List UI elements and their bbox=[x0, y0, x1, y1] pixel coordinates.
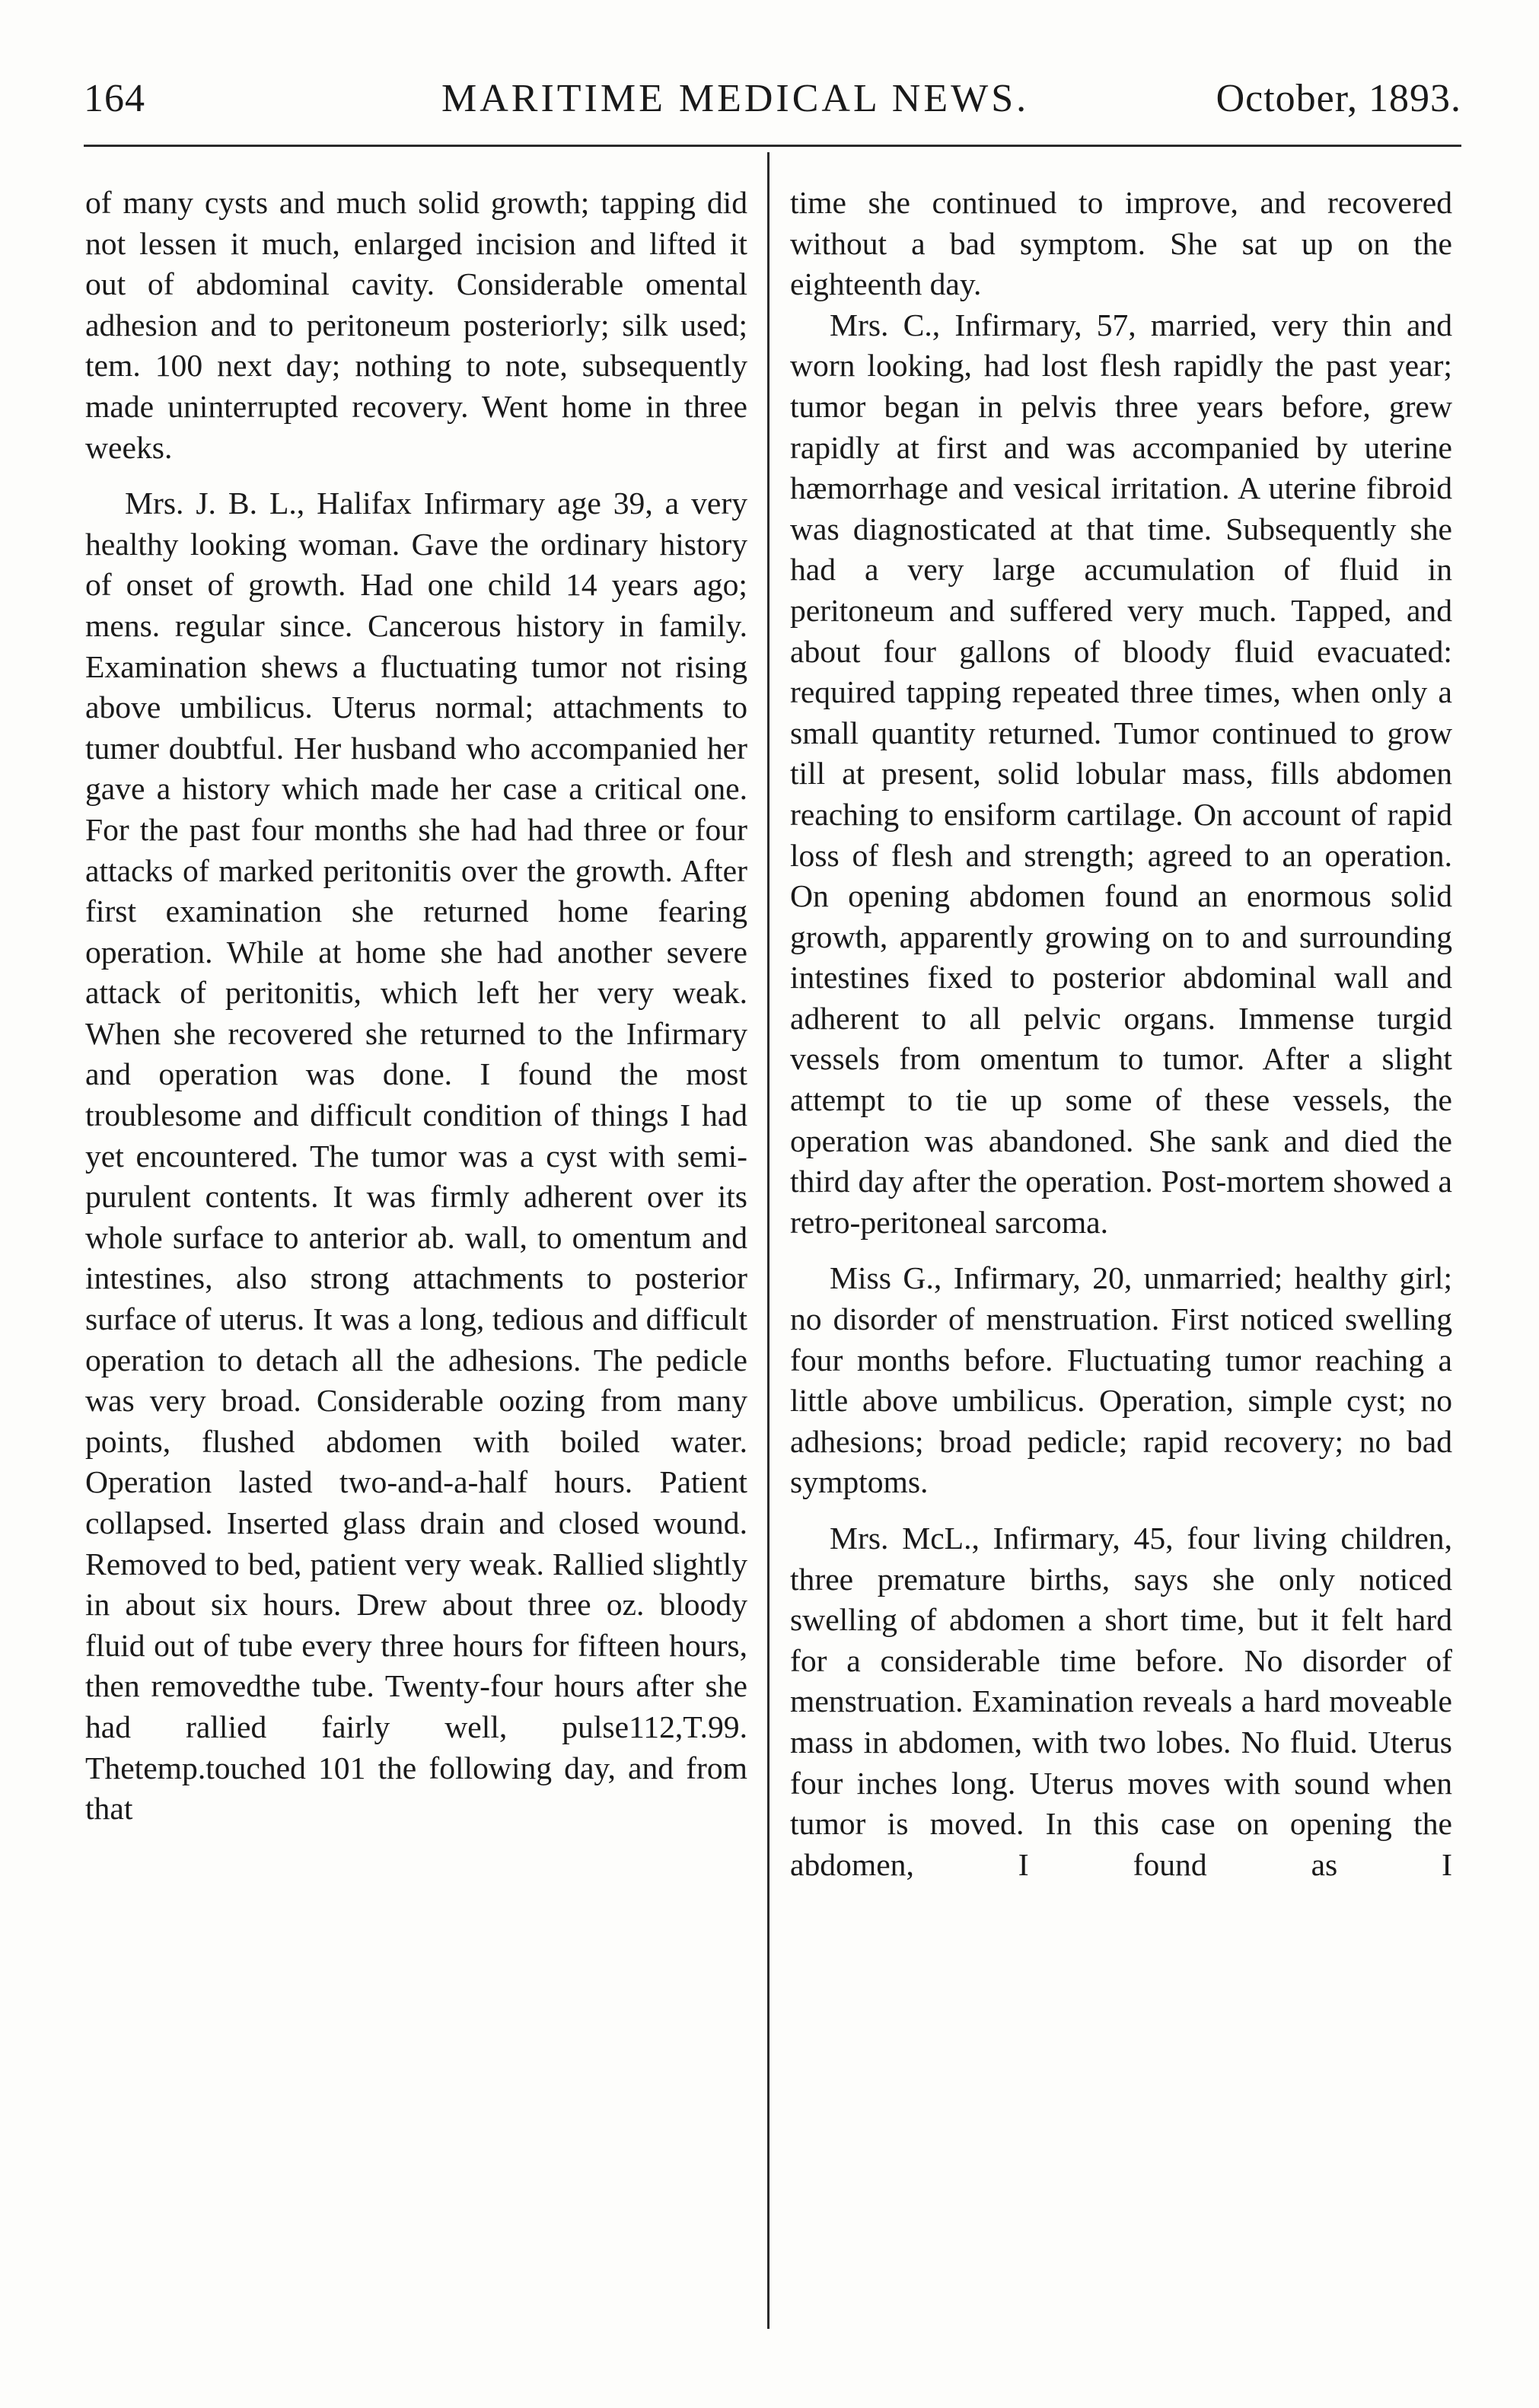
issue-date: October, 1893. bbox=[1216, 77, 1461, 120]
column-divider bbox=[767, 152, 770, 2329]
right-paragraph-4: Mrs. McL., Infirmary, 45, four living children, three premature births, says she only noticed swelling of abdomen a short time, but it felt hard for a considerable time before. No disorder of menstruation. Examination reveals a hard moveable mass in abdomen, with two lobes. No fluid. Uterus four inches long. Uterus moves with sound when tumor is moved. In this case on opening the abdomen, I found as I bbox=[790, 1521, 1452, 1882]
right-paragraph-3: Miss G., Infirmary, 20, unmarried; healthy girl; no disorder of menstruation. First noticed swelling four months before. Fluctuating tumor reaching a little above umbilicus. Operation, simple cyst; no adhesions; broad pedicle; rapid recovery; no bad symptoms. bbox=[790, 1260, 1452, 1500]
left-paragraph-2: Mrs. J. B. L., Halifax Infirmary age 39, a very healthy looking woman. Gave the ordinary history of onset of growth. Had one child 14 years ago; mens. regular since. Cancerous history in family. Examination shews a fluctuating tumor not rising above umbilicus. Uterus normal; attachments to tumer doubtful. Her husband who accompanied her gave a history which made her case a critical one. For the past four months she had had three or four attacks of marked peritonitis over the growth. After first examination she returned home fearing operation. While at home she had another severe attack of peritonitis, which left her very weak. When she recovered she returned to the Infirmary and operation was done. I found the most troublesome and difficult condition of things I had yet encountered. The tumor was a cyst with semi-purulent contents. It was firmly adherent over its whole surface to anterior ab. wall, to omentum and intestines, also strong attachments to posterior surface of uterus. It was a long, tedious and difficult operation to detach all the adhesions. The pedicle was very broad. Considerable oozing from many points, flushed abdomen with boiled water. Operation lasted two-and-a-half hours. Patient collapsed. Inserted glass drain and closed wound. Removed to bed, patient very weak. Rallied slightly in about six hours. Drew about three oz. bloody fluid out of tube every three hours for fifteen hours, then removedthe tube. Twenty-four hours after she had rallied fairly well, pulse112,T.99. Thetemp.touched 101 the following day, and from that bbox=[85, 486, 747, 1827]
right-column bbox=[790, 183, 1452, 1885]
header-rule bbox=[84, 145, 1461, 147]
right-paragraph-1: time she continued to improve, and recovered without a bad symptom. She sat up on the eighteenth day. bbox=[790, 185, 1452, 302]
left-column bbox=[85, 183, 747, 1830]
page-number: 164 bbox=[84, 77, 145, 120]
right-paragraph-2: Mrs. C., Infirmary, 57, married, very thin and worn looking, had lost flesh rapidly the past year; tumor began in pelvis three years before, grew rapidly at first and was accompanied by uterine hæmorrhage and vesical irritation. A uterine fibroid was diagnosticated at that time. Subsequently she had a very large accumulation of fluid in peritoneum and suffered very much. Tapped, and about four gallons of bloody fluid evacuated: required tapping repeated three times, when only a small quantity returned. Tumor continued to grow till at present, solid lobular mass, fills abdomen reaching to ensiform cartilage. On account of rapid loss of flesh and strength; agreed to an operation. On opening abdomen found an enormous solid growth, apparently growing on to and surrounding intestines fixed to posterior abdominal wall and adherent to all pelvic organs. Immense turgid vessels from omentum to tumor. After a slight attempt to tie up some of these vessels, the operation was abandoned. She sank and died the third day after the operation. Post-mortem showed a retro-peritoneal sarcoma. bbox=[790, 307, 1452, 1240]
running-header bbox=[84, 76, 1461, 137]
journal-title: MARITIME MEDICAL NEWS. bbox=[441, 77, 1030, 120]
left-paragraph-1: of many cysts and much solid growth; tapping did not lessen it much, enlarged incision and lifted it out of abdominal cavity. Considerable omental adhesion and to peritoneum posteriorly; silk used; tem. 100 next day; nothing to note, subsequently made uninterrupted recovery. Went home in three weeks. bbox=[85, 185, 747, 465]
